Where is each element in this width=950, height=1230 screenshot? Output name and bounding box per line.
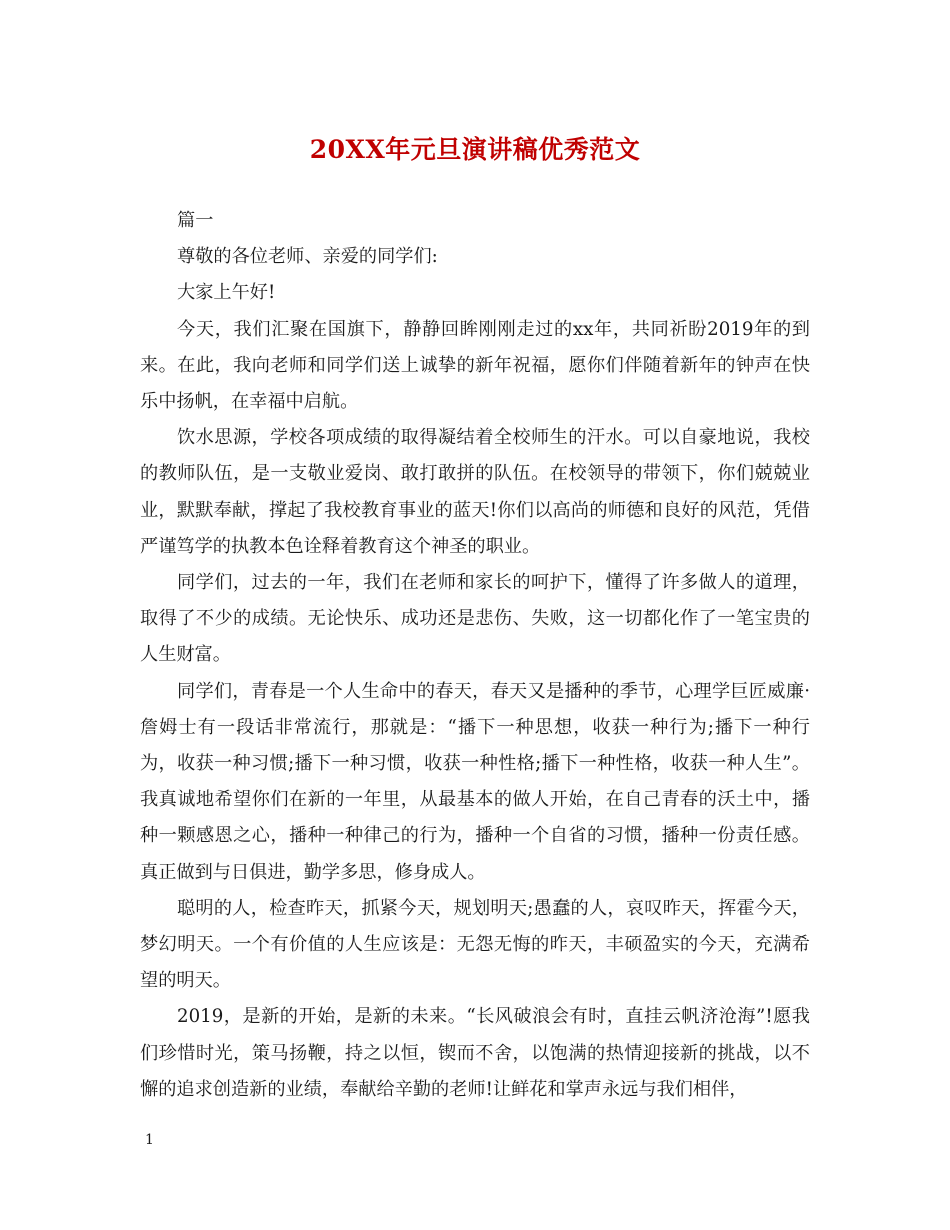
body-paragraph: 今天，我们汇聚在国旗下，静静回眸刚刚走过的xx年，共同祈盼2019年的到来。在此，我向老师和同学们送上诚挚的新年祝福，愿你们伴随着新年的钟声在快乐中扬帆，在幸福中启航。 — [140, 318, 810, 413]
body-paragraph: 2019，是新的开始，是新的未来。“长风破浪会有时，直挂云帆济沧海”!愿我们珍惜时光，策马扬鞭，持之以恒，锲而不舍，以饱满的热情迎接新的挑战，以不懈的追求创造新的业绩，奉献给辛勤的老师!让鲜花和掌声永远与我们相伴， — [140, 1006, 810, 1100]
salutation: 尊敬的各位老师、亲爱的同学们: — [177, 246, 438, 268]
document-title: 20XX年元旦演讲稿优秀范文 — [309, 135, 641, 164]
body-paragraph: 饮水思源，学校各项成绩的取得凝结着全校师生的汗水。可以自豪地说，我校的教师队伍，是一支敬业爱岗、敢打敢拼的队伍。在校领导的带领下，你们兢兢业业，默默奉献，撑起了我校教育事业的蓝天!你们以高尚的师德和良好的风范，凭借严谨笃学的执教本色诠释着教育这个神圣的职业。 — [140, 427, 810, 557]
document-body — [140, 203, 810, 1108]
greeting: 大家上午好! — [177, 282, 276, 304]
section-heading: 篇一 — [177, 210, 214, 231]
body-paragraph: 聪明的人，检查昨天，抓紧今天，规划明天;愚蠢的人，哀叹昨天，挥霍今天，梦幻明天。一个有价值的人生应该是：无怨无悔的昨天，丰硕盈实的今天，充满希望的明天。 — [140, 897, 810, 992]
body-paragraph: 同学们，青春是一个人生命中的春天，春天又是播种的季节，心理学巨匠威廉·詹姆士有一段话非常流行，那就是：“播下一种思想，收获一种行为;播下一种行为，收获一种习惯;播下一种习惯，收获一种性格;播下一种性格，收获一种人生”。我真诚地希望你们在新的一年里，从最基本的做人开始，在自己青春的沃土中，播种一颗感恩之心，播种一种律己的行为，播种一个自省的习惯，播种一份责任感。真正做到与日俱进，勤学多思，修身成人。 — [140, 680, 810, 883]
body-paragraph: 同学们，过去的一年，我们在老师和家长的呵护下，懂得了许多做人的道理，取得了不少的成绩。无论快乐、成功还是悲伤、失败，这一切都化作了一笔宝贵的人生财富。 — [140, 572, 810, 666]
page-number: 1 — [145, 1132, 154, 1148]
